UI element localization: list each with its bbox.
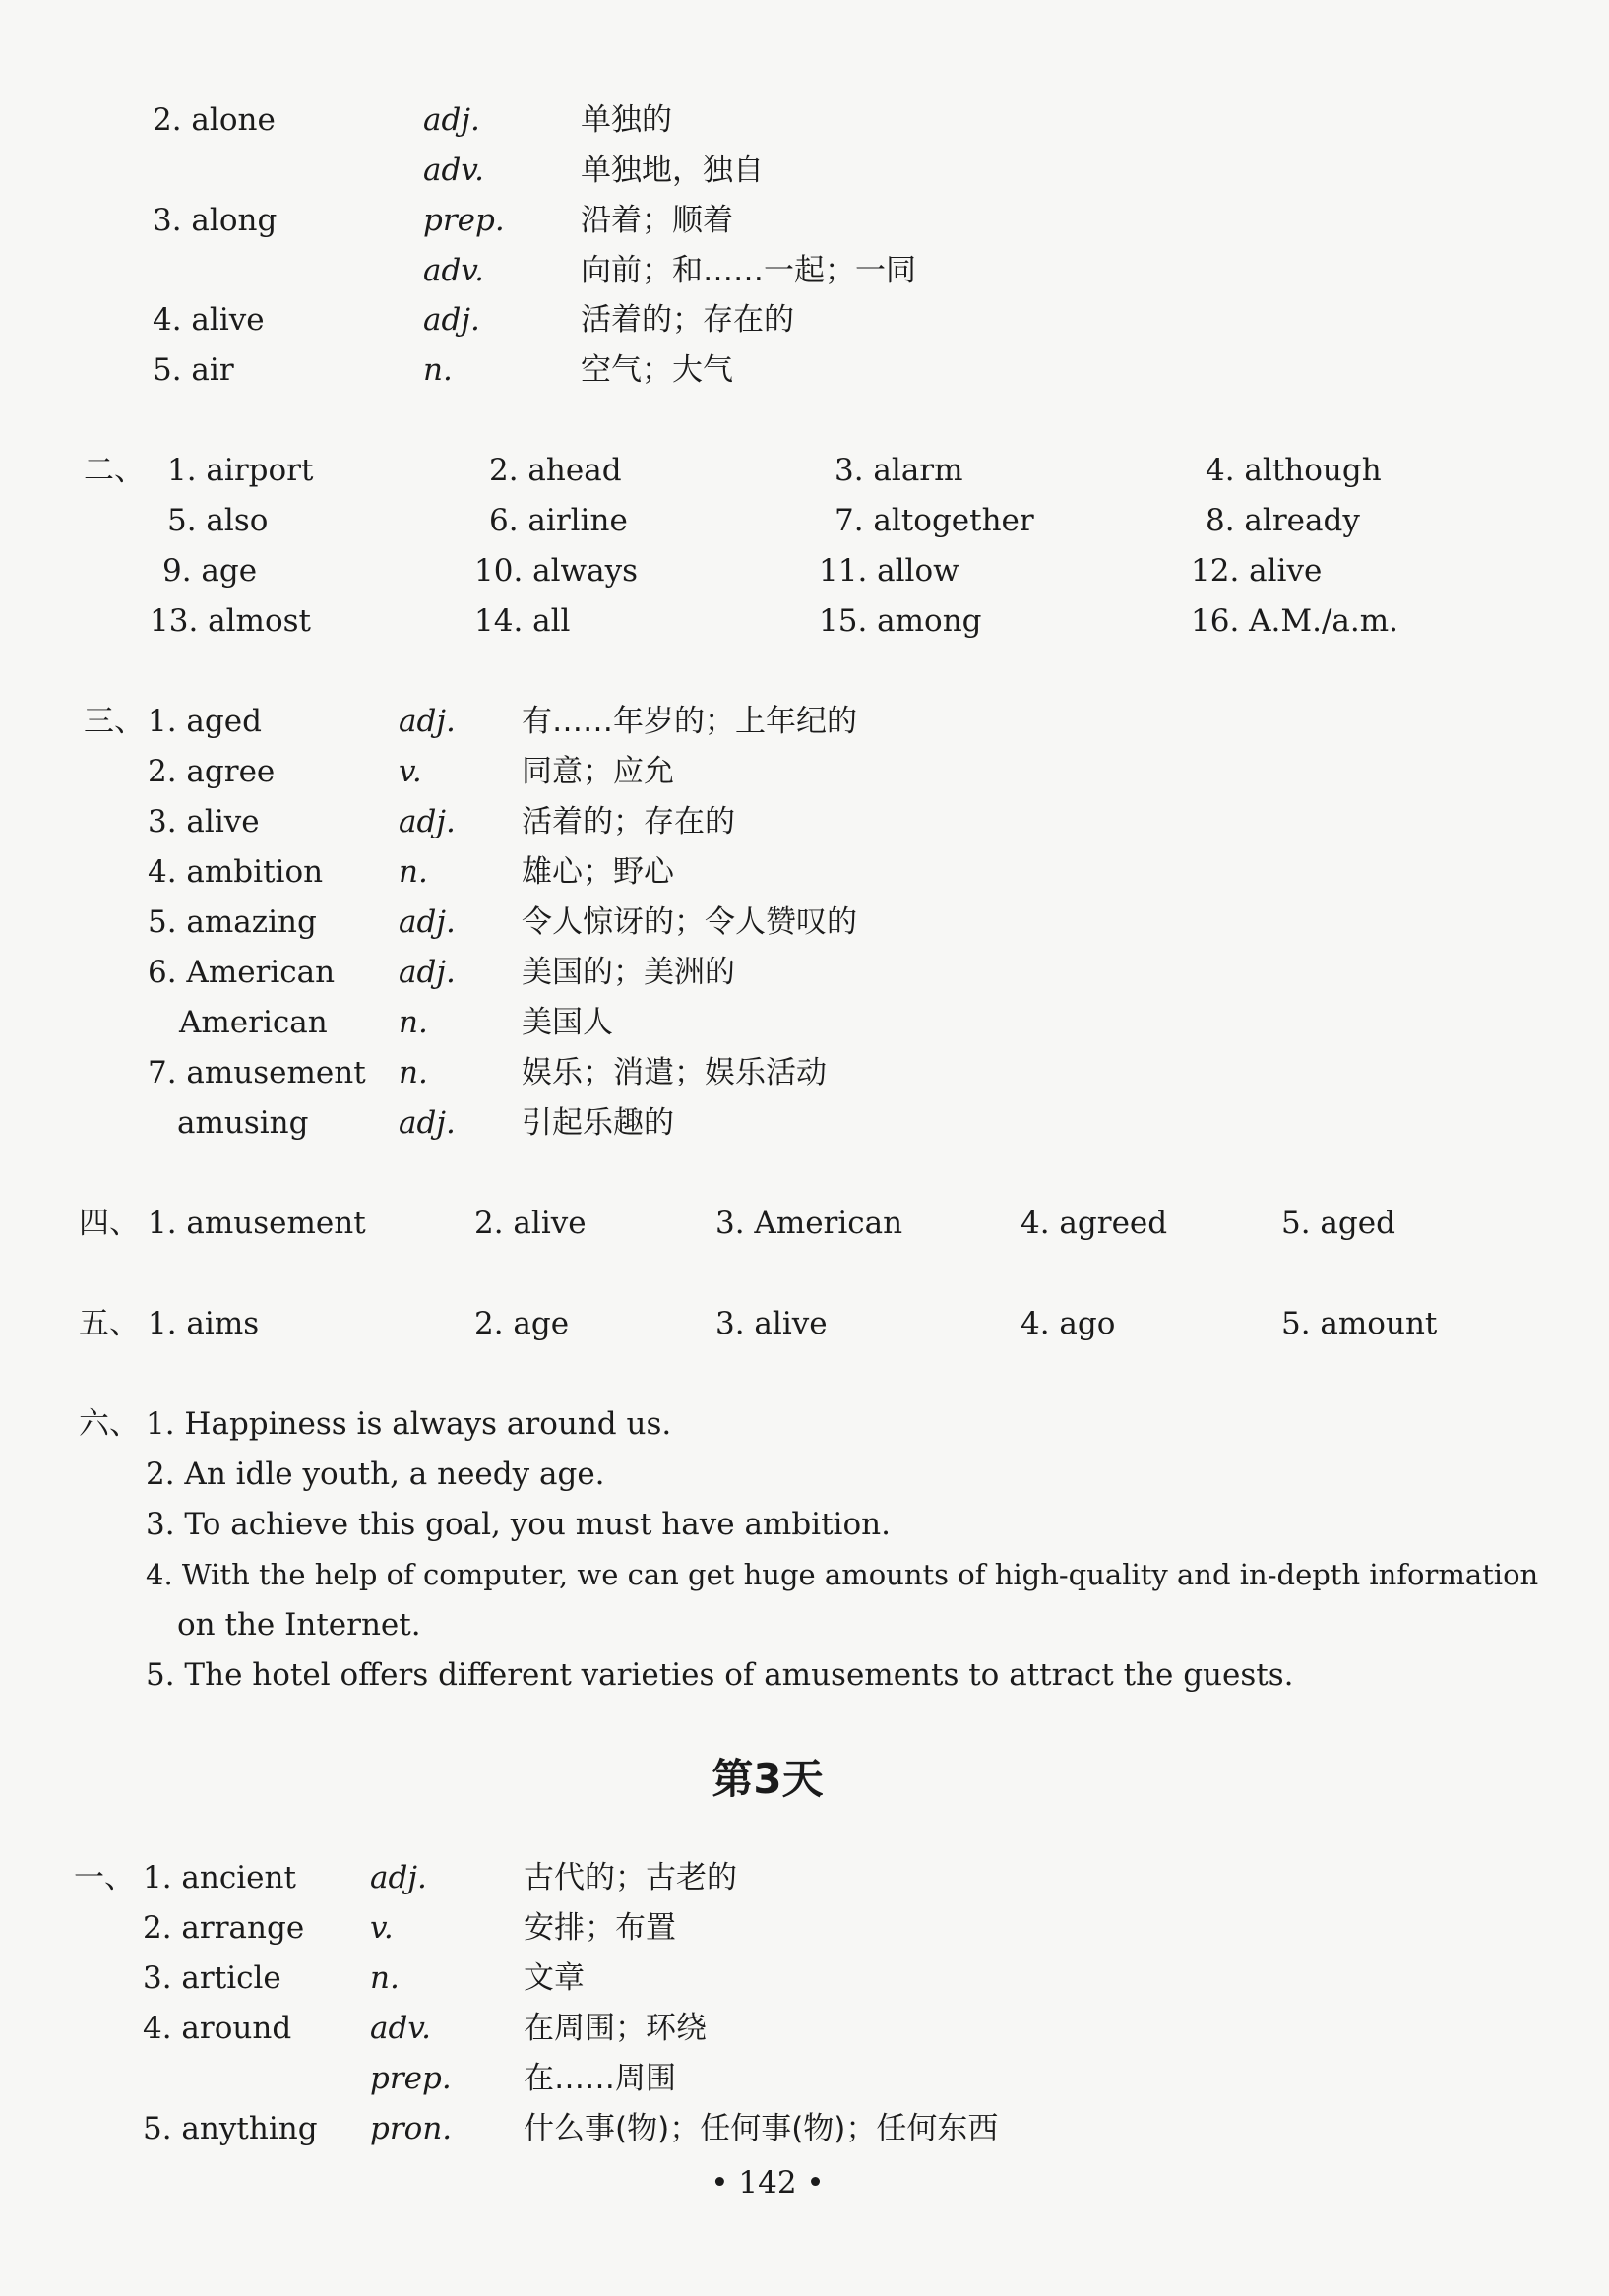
entry-row xyxy=(0,95,1535,145)
entry-word: 3. alive xyxy=(148,804,260,839)
section-4 xyxy=(0,1199,1535,1248)
word-item: 4. although xyxy=(1206,453,1382,488)
sentence-line xyxy=(0,1650,1535,1700)
sentence-text: 1. Happiness is always around us. xyxy=(146,1406,672,1442)
entry-meaning: 有……年岁的；上年纪的 xyxy=(522,704,857,739)
day-heading: 第3天 xyxy=(712,1755,824,1803)
entry-row xyxy=(0,697,1535,746)
entry-meaning: 同意；应允 xyxy=(522,754,674,789)
entry-pos: adj. xyxy=(399,804,456,839)
entry-row xyxy=(0,146,1535,195)
entry-pos: prep. xyxy=(423,203,505,238)
sentence-text: 2. An idle youth, a needy age. xyxy=(146,1457,605,1492)
entry-row xyxy=(0,196,1535,245)
word-row xyxy=(0,546,1535,595)
entry-meaning: 向前；和……一起；一同 xyxy=(581,253,916,288)
word-item: 10. always xyxy=(474,553,638,589)
entry-meaning: 活着的；存在的 xyxy=(522,804,735,839)
section-5 xyxy=(0,1299,1535,1348)
entry-meaning: 雄心；野心 xyxy=(522,854,674,890)
entry-meaning: 沿着；顺着 xyxy=(581,203,733,238)
word-item: 4. agreed xyxy=(1021,1206,1168,1241)
word-item: 8. already xyxy=(1206,503,1360,538)
entry-row xyxy=(0,1048,1535,1097)
word-item: 14. all xyxy=(474,603,571,639)
entry-word: 4. around xyxy=(143,2011,292,2046)
sentence-line xyxy=(0,1450,1535,1499)
entry-pos: v. xyxy=(370,1910,394,1946)
word-item: 3. American xyxy=(715,1206,903,1241)
word-item: 1. airport xyxy=(167,453,314,488)
sentence-text: 3. To achieve this goal, you must have ambition. xyxy=(146,1507,891,1542)
entry-row xyxy=(0,1903,1535,1953)
word-item: 2. ahead xyxy=(489,453,622,488)
entry-row xyxy=(0,1954,1535,2003)
section-label: 四、 xyxy=(79,1206,140,1241)
entry-row xyxy=(0,345,1535,395)
entry-meaning: 活着的；存在的 xyxy=(581,302,794,338)
entry-meaning: 空气；大气 xyxy=(581,352,733,388)
entry-meaning: 文章 xyxy=(524,1960,585,1996)
entry-pos: adv. xyxy=(423,153,485,188)
section-label: 二、 xyxy=(84,453,145,488)
word-item: 7. altogether xyxy=(835,503,1034,538)
entry-pos: adj. xyxy=(370,1860,427,1895)
word-item: 3. alive xyxy=(715,1306,828,1341)
entry-pos: adj. xyxy=(399,704,456,739)
word-item: 2. age xyxy=(474,1306,570,1341)
entry-meaning: 什么事(物)；任何事(物)；任何东西 xyxy=(524,2111,999,2146)
entry-word: 5. air xyxy=(153,352,234,388)
section-label: 一、 xyxy=(74,1860,135,1895)
entry-word: amusing xyxy=(177,1105,309,1141)
entry-pos: adj. xyxy=(423,102,480,138)
entry-row xyxy=(0,898,1535,947)
entry-pos: n. xyxy=(423,352,453,388)
entry-pos: n. xyxy=(399,854,428,890)
entry-row xyxy=(0,246,1535,295)
word-row xyxy=(0,596,1535,646)
entry-word: 5. amazing xyxy=(148,904,317,940)
section-label: 五、 xyxy=(79,1306,140,1341)
entry-pos: adj. xyxy=(399,1105,456,1141)
word-item: 4. ago xyxy=(1021,1306,1116,1341)
entry-word: 6. American xyxy=(148,955,336,990)
word-item: 6. airline xyxy=(489,503,628,538)
entry-meaning: 令人惊讶的；令人赞叹的 xyxy=(522,904,857,940)
entry-pos: adj. xyxy=(423,302,480,338)
entry-word: 3. article xyxy=(143,1960,281,1996)
word-item: 15. among xyxy=(819,603,982,639)
entry-word: 5. anything xyxy=(143,2111,318,2146)
sentence-text: on the Internet. xyxy=(177,1607,421,1643)
entry-meaning: 引起乐趣的 xyxy=(522,1105,674,1141)
sentence-line xyxy=(0,1550,1539,1599)
entry-meaning: 单独的 xyxy=(581,102,672,138)
entry-meaning: 在……周围 xyxy=(524,2061,676,2096)
entry-row xyxy=(0,2104,1535,2153)
entry-pos: n. xyxy=(399,1005,428,1040)
word-item: 9. age xyxy=(162,553,258,589)
sentence-line xyxy=(0,1600,1535,1649)
entry-meaning: 娱乐；消遣；娱乐活动 xyxy=(522,1055,827,1090)
entry-meaning: 美国人 xyxy=(522,1005,613,1040)
page-number: • 142 • xyxy=(711,2165,825,2201)
entry-meaning: 单独地，独自 xyxy=(581,153,764,188)
entry-word: 2. agree xyxy=(148,754,276,789)
entry-pos: n. xyxy=(399,1055,428,1090)
entry-pos: adv. xyxy=(423,253,485,288)
entry-pos: v. xyxy=(399,754,422,789)
entry-row xyxy=(0,998,1535,1047)
word-row xyxy=(0,496,1535,545)
entry-word: 4. ambition xyxy=(148,854,324,890)
entry-row xyxy=(0,747,1535,796)
entry-word: American xyxy=(179,1005,328,1040)
word-item: 1. amusement xyxy=(148,1206,366,1241)
entry-row xyxy=(0,797,1535,846)
entry-row xyxy=(0,2054,1535,2103)
entry-row xyxy=(0,295,1535,344)
word-item: 13. almost xyxy=(150,603,311,639)
entry-row xyxy=(0,2004,1535,2053)
entry-meaning: 在周围；环绕 xyxy=(524,2011,707,2046)
sentence-text: 5. The hotel offers different varieties of amusements to attract the guests. xyxy=(146,1657,1294,1693)
entry-row xyxy=(0,948,1535,997)
entry-meaning: 安排；布置 xyxy=(524,1910,676,1946)
entry-pos: n. xyxy=(370,1960,400,1996)
word-row xyxy=(0,446,1535,495)
entry-pos: adj. xyxy=(399,955,456,990)
word-item: 16. A.M./a.m. xyxy=(1191,603,1399,639)
section-label: 六、 xyxy=(79,1406,140,1442)
entry-meaning: 古代的；古老的 xyxy=(524,1860,737,1895)
entry-pos: pron. xyxy=(370,2111,453,2146)
word-item: 3. alarm xyxy=(835,453,963,488)
entry-row xyxy=(0,1853,1535,1902)
word-item: 11. allow xyxy=(819,553,959,589)
sentence-line xyxy=(0,1500,1535,1549)
word-item: 5. aged xyxy=(1281,1206,1395,1241)
entry-word: 2. alone xyxy=(153,102,276,138)
entry-word: 1. ancient xyxy=(143,1860,296,1895)
word-item: 1. aims xyxy=(148,1306,260,1341)
section-label: 三、 xyxy=(84,704,145,739)
entry-word: 1. aged xyxy=(148,704,262,739)
entry-row xyxy=(0,847,1535,897)
word-item: 2. alive xyxy=(474,1206,587,1241)
entry-pos: adv. xyxy=(370,2011,432,2046)
entry-word: 4. alive xyxy=(153,302,265,338)
entry-word: 3. along xyxy=(153,203,278,238)
word-item: 12. alive xyxy=(1191,553,1323,589)
word-item: 5. amount xyxy=(1281,1306,1438,1341)
sentence-text: 4. With the help of computer, we can get huge amounts of high-quality and in-depth information xyxy=(146,1558,1539,1591)
entry-word: 2. arrange xyxy=(143,1910,305,1946)
entry-word: 7. amusement xyxy=(148,1055,366,1090)
word-item: 5. also xyxy=(167,503,269,538)
entry-row xyxy=(0,1098,1535,1148)
entry-pos: adj. xyxy=(399,904,456,940)
entry-pos: prep. xyxy=(370,2061,452,2096)
sentence-line xyxy=(0,1399,1535,1449)
entry-meaning: 美国的；美洲的 xyxy=(522,955,735,990)
